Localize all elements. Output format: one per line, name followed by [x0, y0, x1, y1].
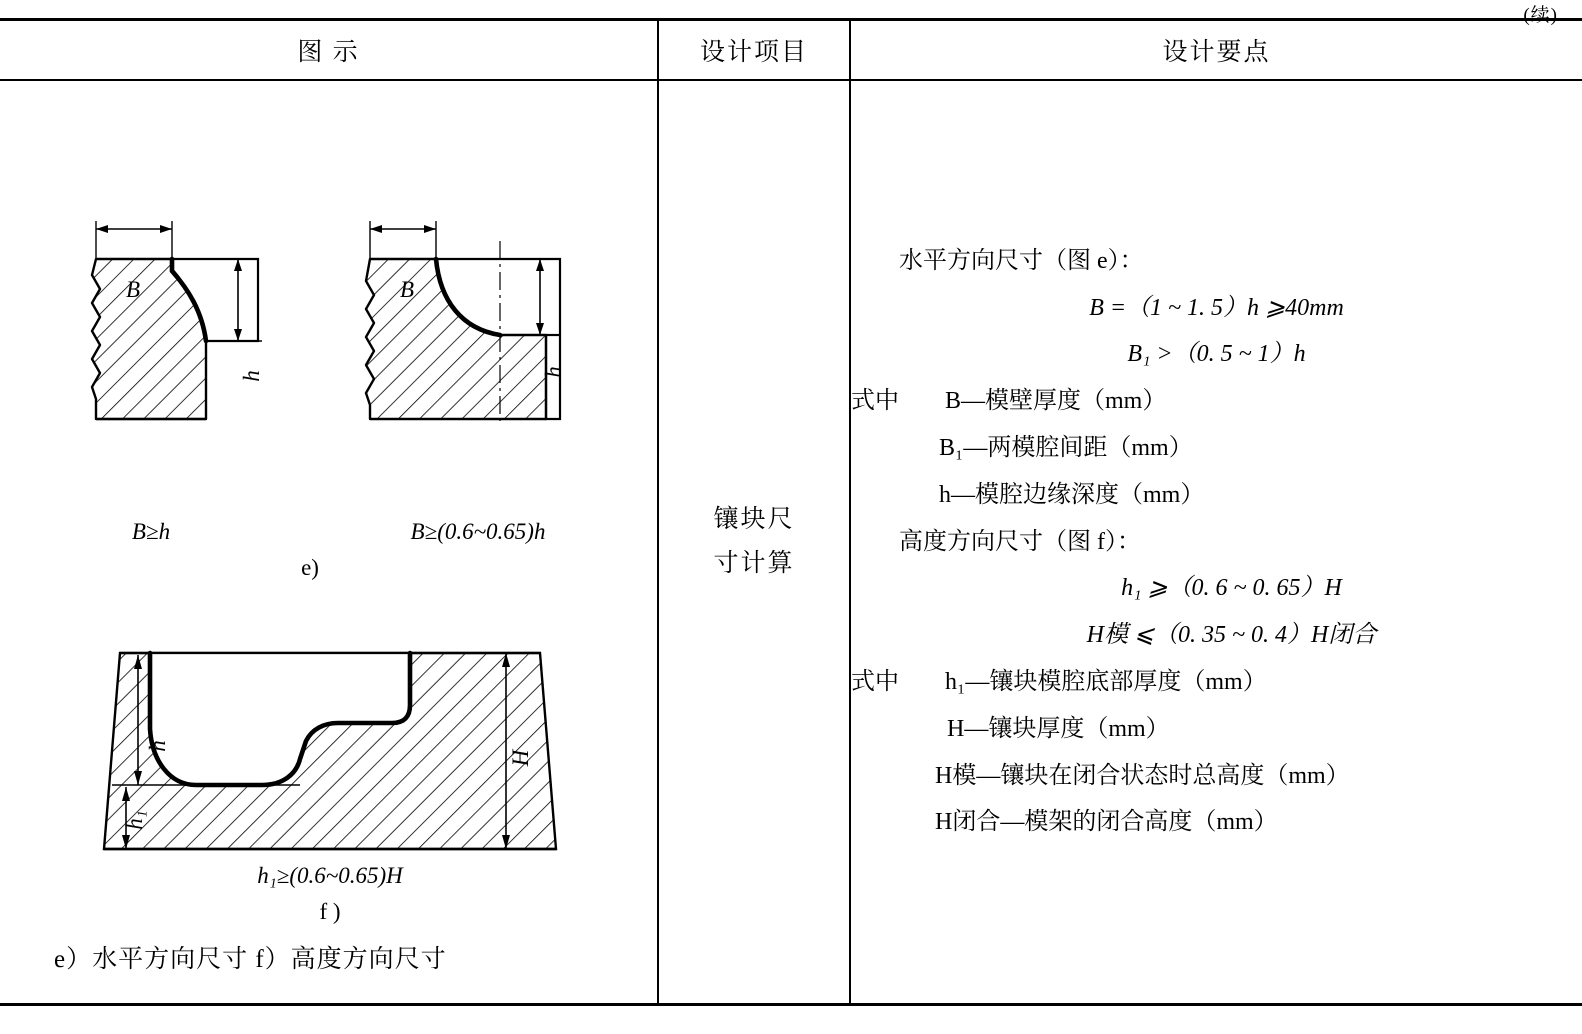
kp-line-10 [851, 659, 1582, 706]
figure-f-tag: f ) [319, 899, 341, 924]
kp-line-4-body: B—模壁厚度（mm） [945, 388, 1167, 415]
design-table [0, 18, 1582, 1006]
kp-line-10-body: h₁—镶块模腔底部厚度（mm） [945, 668, 1267, 695]
figure-group [0, 81, 658, 1003]
figure-e-tag: e) [301, 555, 319, 580]
dim-label-b-left: B [125, 277, 141, 302]
kp-line-3: B₁ >（0. 5 ~ 1）h [1127, 341, 1306, 368]
header-key-points: 设计要点 [850, 20, 1582, 81]
dim-label-h-f: h [145, 740, 170, 752]
design-item-line2: 寸计算 [713, 550, 795, 577]
dim-label-b-right: B [399, 277, 415, 302]
kp-line-1: 水平方向尺寸（图 e）： [899, 247, 1144, 274]
dim-label-h-left: h [239, 370, 264, 382]
figure-overall-caption: e）水平方向尺寸 f）高度方向尺寸 [54, 946, 447, 973]
kp-line-4 [851, 378, 1582, 425]
header-figure: 图 示 [0, 20, 658, 81]
kp-line-6: h—模腔边缘深度（mm） [939, 481, 1205, 508]
kp-line-8: h₁ ⩾（0. 6 ~ 0. 65）H [1121, 575, 1342, 602]
kp-line-2: B =（1 ~ 1. 5）h ⩾40mm [1089, 294, 1344, 321]
kp-line-11: H—镶块厚度（mm） [947, 715, 1170, 742]
key-points-cell [850, 80, 1582, 1005]
kp-line-12: H模—镶块在闭合状态时总高度（mm） [935, 762, 1350, 789]
kp-line-9: H模 ⩽（0. 35 ~ 0. 4）H闭合 [1086, 622, 1377, 649]
kp-line-5: B₁—两模腔间距（mm） [939, 435, 1193, 461]
kp-line-4-head: 式中 [851, 388, 899, 415]
dim-label-h-big: H [508, 749, 533, 767]
block-e-left [92, 259, 206, 419]
kp-line-10-head: 式中 [851, 668, 899, 695]
figure-e-left-caption: B≥h [131, 519, 171, 544]
design-item-cell [658, 80, 850, 1005]
table-body-row [0, 80, 1582, 1005]
continued-note: (续) [1523, 5, 1558, 26]
table-header-row [0, 20, 1582, 81]
figure-f-drawing [0, 609, 658, 859]
dim-label-h-right: h [541, 366, 566, 378]
dim-label-h1-f: h₁ [122, 810, 147, 830]
figure-cell [0, 80, 658, 1005]
figure-f-caption: h₁≥(0.6~0.65)H [257, 863, 403, 888]
kp-line-13: H闭合—模架的闭合高度（mm） [935, 809, 1278, 836]
design-item-line1: 镶块尺 [713, 506, 795, 534]
kp-line-7: 高度方向尺寸（图 f）： [899, 528, 1141, 555]
figure-e-right-caption: B≥(0.6~0.65)h [410, 519, 546, 544]
header-item: 设计项目 [658, 20, 850, 81]
